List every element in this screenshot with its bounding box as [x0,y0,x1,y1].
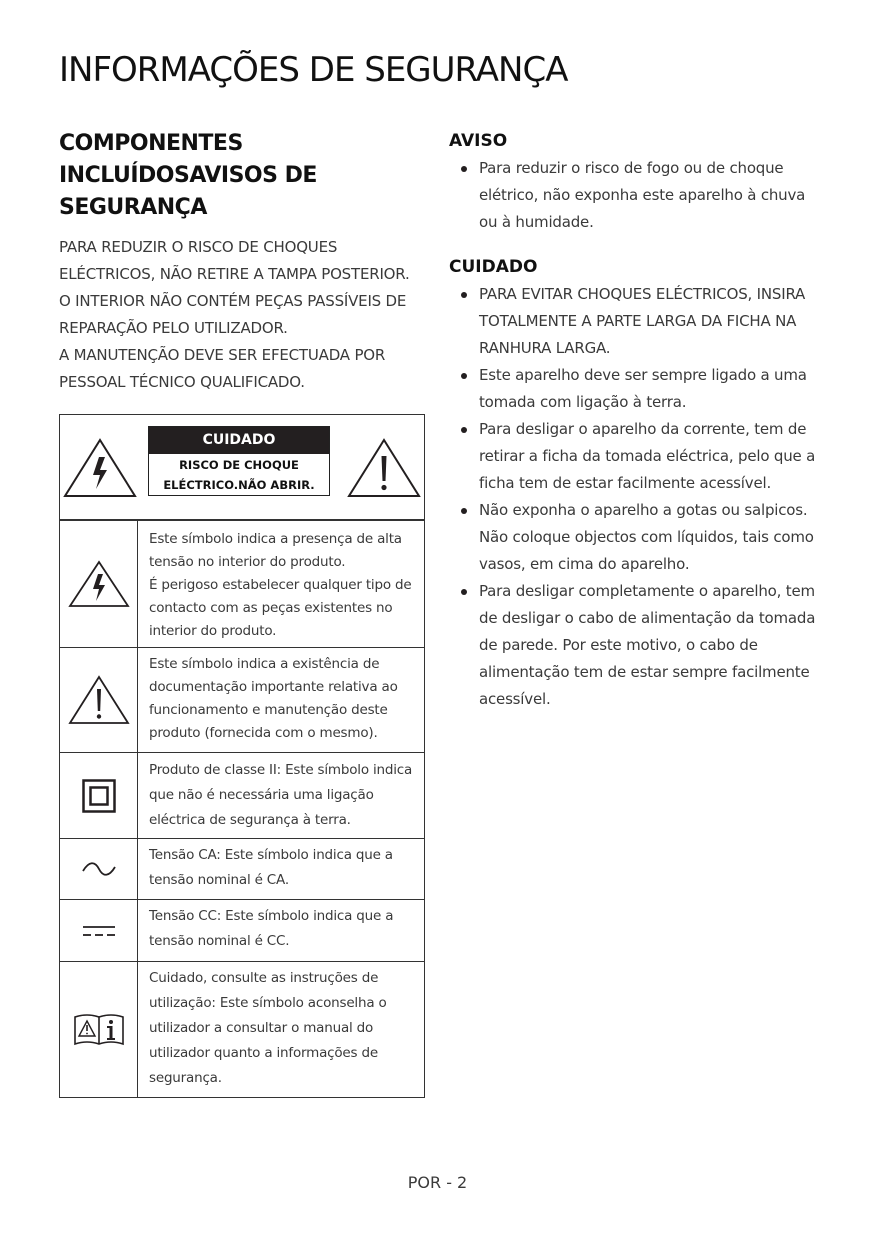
item-line: retirar a ficha da tomada eléctrica, pelo que a [479,447,816,465]
caution-label-cell [60,415,424,520]
item-line: de parede. Por este motivo, o cabo de [479,636,758,654]
item-line: Para desligar o aparelho da corrente, tem de [479,420,807,438]
description-line: Produto de classe II: Este símbolo indica [149,762,413,778]
heading-line: INCLUÍDOSAVISOS DE [59,163,317,188]
description-line: Tensão CC: Este símbolo indica que a [149,908,394,924]
lightning-triangle-icon [67,559,131,609]
symbol-row-dc [60,899,424,961]
bullet-icon [461,166,467,172]
caution-label-line: RISCO DE CHOQUE [179,458,299,472]
exclamation-triangle-icon [346,437,422,499]
symbol-description [138,521,417,647]
description-line: utilização: Este símbolo aconselha o [149,995,387,1011]
description-line: tensão nominal é CC. [149,933,290,949]
aviso-heading: AVISO [449,131,508,151]
symbols-table [59,414,425,1098]
description-line: tensão no interior do produto. [149,554,346,570]
intro-line: A MANUTENÇÃO DEVE SER EFECTUADA POR [59,346,386,364]
item-line: PARA EVITAR CHOQUES ELÉCTRICOS, INSIRA [479,285,806,303]
intro-line: ELÉCTRICOS, NÃO RETIRE A TAMPA POSTERIOR. [59,265,410,283]
item-line: de desligar o cabo de alimentação da tomada [479,609,816,627]
item-line: Para desligar completamente o aparelho, tem [479,582,815,600]
symbol-row-manual [60,961,424,1097]
description-line: Este símbolo indica a existência de [149,656,380,672]
list-item [449,578,829,713]
symbol-description [138,839,399,899]
description-line: Cuidado, consulte as instruções de [149,970,379,986]
description-line: contacto com as peças existentes no [149,600,393,616]
list-item [449,362,829,416]
item-line: Para reduzir o risco de fogo ou de choque [479,159,784,177]
description-line: eléctrica de segurança à terra. [149,812,351,828]
description-line: É perigoso estabelecer qualquer tipo de [149,577,412,593]
intro-line: O INTERIOR NÃO CONTÉM PEÇAS PASSÍVEIS DE [59,292,407,310]
bullet-icon [461,373,467,379]
bullet-icon [461,589,467,595]
item-line: tomada com ligação à terra. [479,393,687,411]
item-line: acessível. [479,690,551,708]
description-line: Tensão CA: Este símbolo indica que a [149,847,393,863]
item-line: TOTALMENTE A PARTE LARGA DA FICHA NA [479,312,797,330]
description-line: produto (fornecida com o mesmo). [149,725,378,741]
class-ii-double-square-icon [82,779,116,813]
symbol-description [138,900,399,961]
bullet-icon [461,427,467,433]
item-line: alimentação tem de estar sempre facilmente [479,663,810,681]
caution-label-body [149,454,329,495]
description-line: documentação importante relativa ao [149,679,398,695]
right-column [449,128,829,713]
description-line: utilizador quanto a informações de [149,1045,378,1061]
symbol-row-class-ii [60,752,424,838]
symbol-row-high-voltage [60,520,424,647]
lightning-triangle-icon [62,437,138,499]
description-line: Este símbolo indica a presença de alta [149,531,402,547]
list-item [449,281,829,362]
item-line: Este aparelho deve ser sempre ligado a uma [479,366,807,384]
caution-label [148,426,330,496]
symbol-row-documentation [60,647,424,752]
caution-label-line: ELÉCTRICO.NÃO ABRIR. [163,478,315,492]
description-line: segurança. [149,1070,222,1086]
manual-book-icon [73,1012,125,1048]
symbol-row-ac [60,838,424,899]
intro-warning-text [59,234,425,396]
symbol-description [138,753,418,838]
bullet-icon [461,508,467,514]
intro-line: REPARAÇÃO PELO UTILIZADOR. [59,319,288,337]
list-item [449,155,829,236]
intro-line: PARA REDUZIR O RISCO DE CHOQUES [59,238,338,256]
bullet-icon [461,292,467,298]
item-line: Não exponha o aparelho a gotas ou salpicos. [479,501,808,519]
heading-line: SEGURANÇA [59,195,207,220]
item-line: RANHURA LARGA. [479,339,611,357]
cuidado-list [449,281,829,713]
item-line: ou à humidade. [479,213,594,231]
description-line: que não é necessária uma ligação [149,787,374,803]
item-line: elétrico, não exponha este aparelho à chuva [479,186,806,204]
description-line: tensão nominal é CA. [149,872,289,888]
description-line: utilizador a consultar o manual do [149,1020,374,1036]
intro-line: PESSOAL TÉCNICO QUALIFICADO. [59,373,305,391]
page-number: POR - 2 [407,1173,468,1192]
cuidado-heading: CUIDADO [449,257,538,277]
heading-line: COMPONENTES [59,131,243,156]
item-line: Não coloque objectos com líquidos, tais como [479,528,814,546]
symbol-description [138,962,393,1097]
dc-lines-icon [82,924,116,938]
page-title: INFORMAÇÕES DE SEGURANÇA [59,50,568,90]
section-heading [59,128,425,224]
description-line: interior do produto. [149,623,277,639]
item-line: vasos, em cima do aparelho. [479,555,690,573]
list-item [449,497,829,578]
item-line: ficha tem de estar facilmente acessível. [479,474,772,492]
exclamation-triangle-icon [67,674,131,726]
symbol-description [138,648,404,752]
aviso-list [449,155,829,236]
caution-label-head: CUIDADO [149,427,329,454]
left-column [59,128,425,396]
list-item [449,416,829,497]
ac-wave-icon [81,861,117,877]
description-line: funcionamento e manutenção deste [149,702,388,718]
